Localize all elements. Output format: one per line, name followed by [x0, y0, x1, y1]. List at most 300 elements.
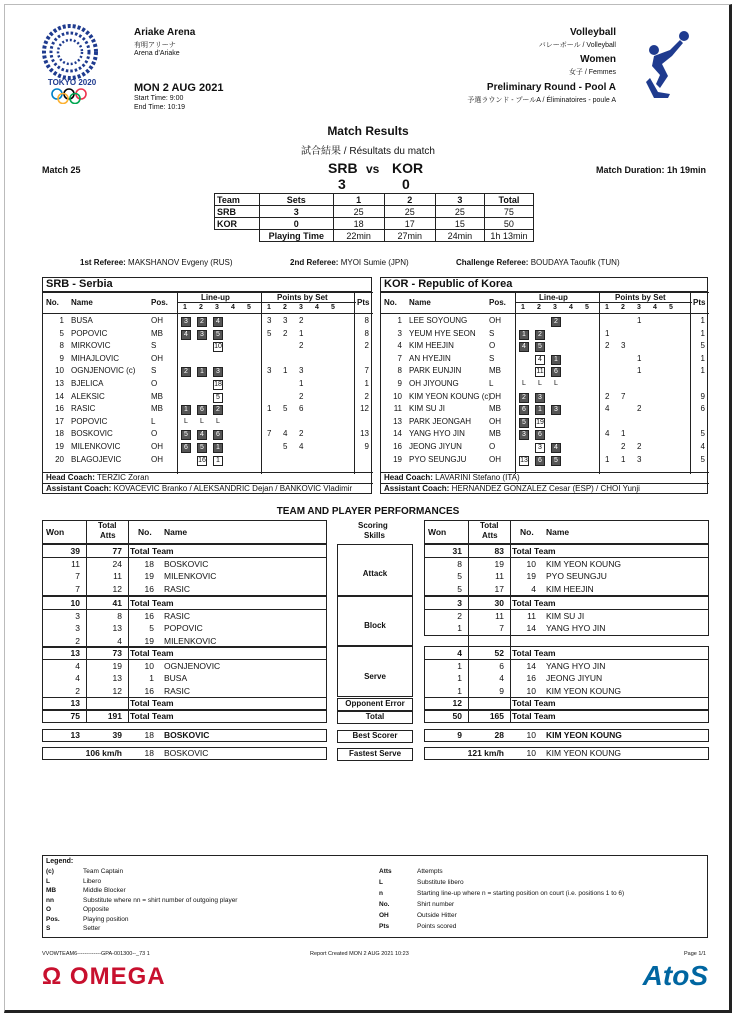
player-name: Total Team	[512, 711, 556, 721]
player-number: 10	[393, 391, 402, 401]
player-name: KIM SU JI	[546, 610, 585, 621]
fastest-speed: 106 km/h	[85, 748, 122, 758]
phase-jp: 予選ラウンド - プールA / Éliminatoires - poule A	[467, 97, 616, 104]
lineup-set-num: 1	[183, 304, 187, 311]
h-name: Name	[546, 527, 570, 537]
lineup-set-num: 5	[247, 304, 251, 311]
legend-key: Atts	[379, 868, 392, 875]
set-points: 3	[267, 366, 272, 376]
player-name: POPOVIC	[71, 416, 108, 426]
set-points: 3	[299, 366, 304, 376]
player-points: 1	[700, 328, 705, 338]
set-th: Sets	[259, 194, 333, 206]
perf-single-box	[42, 710, 327, 723]
legend-desc: Attempts	[417, 868, 443, 875]
player-name: PYO SEUNGJU	[409, 454, 467, 464]
atts	[86, 697, 122, 709]
set-points: 7	[621, 391, 626, 401]
atts: 191	[107, 711, 122, 721]
set-points: 4	[283, 429, 288, 439]
set-cell: 25	[384, 206, 435, 218]
set-points: 5	[283, 442, 288, 451]
atts: 13	[112, 623, 122, 634]
player-name: MILENKOVIC	[164, 635, 217, 646]
player-pos: MB	[489, 429, 501, 439]
player-points: 8	[364, 316, 369, 325]
match-duration: Match Duration: 1h 19min	[595, 165, 706, 175]
legend-key: L	[46, 877, 50, 885]
col-pbs: Points by Set	[277, 293, 328, 302]
player-pos: O	[151, 429, 158, 439]
set-points: 2	[299, 316, 304, 325]
player-number: 10	[55, 366, 64, 376]
player-pos: S	[489, 353, 495, 363]
player-no: 18	[144, 558, 154, 569]
player-points: 13	[360, 429, 369, 439]
set-cell: 3	[259, 206, 333, 218]
player-number: 19	[55, 442, 64, 451]
player-name: YEUM HYE SEON	[409, 328, 476, 338]
lineup-box: 2	[535, 330, 545, 340]
h-total: Total	[480, 521, 499, 530]
player-name: PARK EUNJIN	[409, 366, 462, 376]
player-points: 5	[700, 341, 705, 351]
lineup-box: 6	[535, 430, 545, 440]
phase: Preliminary Round - Pool A	[486, 82, 616, 93]
lineup-box: 1	[551, 355, 561, 365]
skill-box	[337, 544, 413, 596]
pbs-set-num: 3	[637, 304, 641, 311]
atts: 11	[495, 571, 504, 582]
skill-label: Serve	[364, 672, 386, 681]
player-number: 20	[55, 454, 64, 464]
ref1-label: 1st Referee:	[80, 258, 126, 267]
lineup-box: 6	[181, 443, 191, 453]
set-cell: 75	[484, 206, 533, 218]
player-points: 1	[700, 316, 705, 325]
end-time: End Time: 10:19	[134, 104, 185, 111]
player-points: 2	[364, 341, 369, 351]
player-pos: S	[151, 341, 157, 351]
player-no: 18	[144, 748, 154, 758]
player-name: MIRKOVIC	[71, 341, 111, 351]
head-coach-label: Head Coach:	[384, 473, 433, 482]
pbs-set-num: 5	[331, 304, 335, 311]
set-cell: 50	[484, 218, 533, 230]
lineup-box: 11	[536, 368, 544, 376]
lineup-box: 4	[181, 330, 191, 340]
set-time: 1h 13min	[484, 230, 533, 242]
set-points: 7	[267, 429, 272, 439]
perf-single-box	[42, 697, 327, 710]
set-points: 2	[637, 404, 642, 414]
won: 1	[457, 685, 462, 696]
lineup-box: 6	[551, 367, 561, 377]
atts: 77	[112, 546, 122, 556]
lineup-set-num: 3	[553, 304, 557, 311]
player-pos: OH	[489, 316, 501, 325]
lineup-box: 5	[197, 443, 207, 453]
atts: 30	[494, 598, 504, 608]
player-pos: OH	[489, 454, 501, 464]
atts: 9	[499, 685, 504, 696]
set-th: 1	[333, 194, 384, 206]
atts: 11	[495, 610, 504, 621]
col-name: Name	[409, 298, 431, 307]
player-number: 13	[55, 379, 64, 388]
perf-single-box	[424, 697, 709, 710]
lineup-box: 2	[181, 367, 191, 377]
player-name: KIM HEEJIN	[409, 341, 454, 351]
set-cell: KOR	[215, 218, 260, 230]
player-name: YANG HYO JIN	[409, 429, 465, 439]
player-no: 16	[144, 685, 154, 696]
player-pos: OH	[151, 316, 163, 325]
player-name: Total Team	[130, 598, 174, 608]
won: 31	[452, 546, 462, 556]
player-no: 18	[144, 730, 154, 740]
col-no: No.	[384, 298, 397, 307]
lineup-box: 5	[519, 418, 529, 428]
won: 12	[452, 698, 462, 708]
lineup-box: L	[538, 380, 542, 387]
lineup-box: 4	[519, 342, 529, 352]
player-name: BJELICA	[71, 379, 104, 388]
set-cell: 18	[333, 218, 384, 230]
player-points: 4	[700, 442, 705, 451]
set-th: 2	[384, 194, 435, 206]
set-points: 3	[621, 341, 626, 351]
player-name: BOSKOVIC	[164, 558, 209, 569]
player-name: BUSA	[164, 673, 188, 684]
skill-label: Total	[365, 712, 385, 721]
set-points: 1	[283, 366, 288, 376]
set-th: Team	[215, 194, 260, 206]
player-name: POPOVIC	[164, 623, 203, 634]
player-no: 16	[144, 583, 154, 594]
player-name: BOSKOVIC	[71, 429, 113, 439]
col-lineup: Line-up	[201, 293, 230, 302]
won: 2	[457, 610, 462, 621]
team-a-code: SRB	[328, 160, 358, 176]
event: Women	[580, 54, 616, 65]
player-name: POPOVIC	[71, 328, 108, 338]
won: 1	[457, 673, 462, 684]
set-cell: 15	[435, 218, 484, 230]
player-number: 17	[55, 416, 64, 426]
challenge-referee: BOUDAYA Taoufik (TUN)	[530, 258, 620, 267]
skill-box	[337, 646, 413, 697]
sport-jp: バレーボール / Volleyball	[538, 42, 616, 49]
fastest-speed: 121 km/h	[467, 748, 504, 758]
pbs-set-num: 4	[315, 304, 319, 311]
player-name: KIM YEON KOUNG (c)	[409, 391, 492, 401]
legend-desc: Substitute libero	[417, 879, 464, 886]
player-name: RASIC	[164, 685, 190, 696]
set-points: 1	[621, 429, 626, 439]
h-atts: Atts	[482, 531, 498, 540]
h-won: Won	[428, 527, 447, 537]
legend-desc: Setter	[83, 925, 101, 932]
won: 13	[70, 698, 80, 708]
player-name: Total Team	[512, 648, 556, 658]
atts: 19	[494, 558, 504, 569]
lineup-set-num: 4	[231, 304, 235, 311]
player-name: MIHAJLOVIC	[71, 353, 120, 363]
assistant-coach-names: HERNANDEZ GONZALEZ Cesar (ESP) / CHOI Yunji	[451, 484, 640, 493]
legend-key: No.	[379, 901, 390, 908]
col-pts: Pts	[357, 298, 370, 307]
player-number: 3	[397, 328, 402, 338]
assistant-coach-label: Assistant Coach:	[384, 484, 450, 493]
legend-key: S	[46, 925, 51, 932]
lineup-box: 3	[213, 367, 223, 377]
divider	[128, 520, 129, 723]
legend-key: O	[46, 906, 52, 913]
player-name: RASIC	[164, 583, 190, 594]
player-number: 13	[393, 416, 402, 426]
set-points: 3	[283, 316, 288, 325]
lineup-box: 10	[214, 343, 222, 351]
set-points: 1	[299, 328, 304, 338]
lineup-box: L	[184, 417, 188, 425]
h-name: Name	[164, 527, 188, 537]
atts: 165	[489, 711, 504, 721]
divider	[86, 520, 87, 723]
atts: 73	[112, 648, 122, 658]
won: 5	[457, 571, 462, 582]
player-pos: O	[489, 341, 496, 351]
won: 3	[75, 610, 80, 621]
set-th: Total	[484, 194, 533, 206]
player-pos: MB	[489, 404, 501, 414]
start-time: Start Time: 9:00	[134, 95, 184, 102]
playing-time-label: Playing Time	[259, 230, 333, 242]
player-number: 19	[393, 454, 402, 464]
h-skills2: Skills	[364, 531, 385, 540]
pbs-set-num: 4	[653, 304, 657, 311]
player-name: JEONG JIYUN	[546, 673, 603, 684]
set-points: 1	[605, 328, 610, 338]
player-no: 10	[526, 730, 536, 740]
pbs-set-num: 1	[605, 304, 609, 311]
set-points: 5	[267, 328, 272, 338]
team-b-sets: 0	[402, 176, 410, 192]
h-no: No.	[138, 527, 152, 537]
player-name: OGNJENOVIC	[164, 660, 221, 671]
lineup-box: L	[554, 380, 558, 387]
team-a-sets: 3	[338, 176, 346, 192]
player-name: KIM SU JI	[409, 404, 446, 414]
team-b-code: KOR	[392, 160, 424, 176]
col-pts: Pts	[693, 298, 706, 307]
atts: 28	[494, 730, 504, 740]
player-name: AN HYEJIN	[409, 353, 451, 363]
h-atts: Atts	[100, 531, 116, 540]
won: 5	[457, 583, 462, 594]
set-points: 2	[283, 328, 288, 338]
col-pos: Pos.	[489, 298, 506, 307]
pbs-set-num: 2	[283, 304, 287, 311]
set-cell: 0	[259, 218, 333, 230]
set-time: 27min	[384, 230, 435, 242]
player-name: BOSKOVIC	[164, 730, 210, 740]
team-title: SRB - Serbia	[43, 278, 371, 292]
atts: 8	[117, 610, 122, 621]
atts: 83	[494, 546, 504, 556]
set-points: 1	[267, 404, 272, 414]
player-pos: MB	[151, 328, 163, 338]
legend-key: Pts	[379, 923, 390, 930]
player-points: 5	[700, 429, 705, 439]
player-name: Total Team	[130, 698, 174, 708]
set-points: 4	[299, 442, 304, 451]
lineup-box: 4	[551, 443, 561, 453]
vs-label: vs	[366, 162, 380, 176]
col-no: No.	[46, 298, 59, 307]
doc-title: Match Results	[327, 124, 409, 138]
player-no: 19	[526, 571, 536, 582]
h-total: Total	[98, 521, 117, 530]
skill-label: Block	[364, 621, 386, 630]
atts: 19	[112, 660, 122, 671]
player-number: 8	[397, 366, 402, 376]
lineup-box: 18	[214, 381, 222, 388]
set-th: 3	[435, 194, 484, 206]
player-number: 1	[59, 316, 64, 325]
won: 4	[75, 673, 80, 684]
pbs-set-num: 5	[669, 304, 673, 311]
set-cell: SRB	[215, 206, 260, 218]
lineup-set-num: 2	[199, 304, 203, 311]
won: 1	[457, 623, 462, 634]
player-number: 18	[55, 429, 64, 439]
atts: 24	[112, 558, 122, 569]
perf-single-box	[424, 710, 709, 723]
player-name: Total Team	[130, 648, 174, 658]
atts: 41	[112, 598, 122, 608]
lineup-box: 3	[519, 430, 529, 440]
team-title: KOR - Republic of Korea	[381, 278, 707, 292]
lineup-box: 1	[213, 456, 223, 466]
lineup-box: 1	[181, 405, 191, 415]
player-name: Total Team	[130, 546, 174, 556]
lineup-box: 6	[213, 430, 223, 440]
legend-desc: Middle Blocker	[83, 887, 126, 894]
lineup-box: 3	[551, 405, 561, 415]
won: 50	[452, 711, 462, 721]
head-coach-name: TERZIC Zoran	[96, 473, 149, 482]
lineup-box: 6	[519, 405, 529, 415]
lineup-box: L	[200, 417, 204, 425]
set-points: 6	[299, 404, 304, 414]
set-points: 2	[605, 391, 610, 401]
player-name: RASIC	[71, 404, 96, 414]
player-number: 4	[397, 341, 402, 351]
player-no: 10	[144, 660, 154, 671]
set-points: 1	[637, 316, 642, 325]
player-name: YANG HYO JIN	[546, 623, 606, 634]
pbs-set-num: 1	[267, 304, 271, 311]
won: 7	[75, 583, 80, 594]
player-pos: OH	[151, 454, 163, 464]
perf-title: TEAM AND PLAYER PERFORMANCES	[276, 506, 460, 517]
atts: 12	[112, 685, 122, 696]
player-name: PARK JEONGAH	[409, 416, 472, 426]
won: 4	[457, 648, 462, 658]
player-name: KIM YEON KOUNG	[546, 730, 622, 740]
won: 3	[457, 598, 462, 608]
player-name: MILENKOVIC	[71, 442, 121, 451]
venue: Ariake Arena	[134, 27, 196, 38]
skill-label: Best Scorer	[352, 731, 398, 740]
lineup-box: 19	[536, 418, 544, 426]
won: 13	[70, 730, 80, 740]
lineup-box: 5	[535, 342, 545, 352]
lineup-box: 5	[213, 330, 223, 340]
player-pos: S	[489, 328, 495, 338]
set-points: 3	[637, 454, 642, 464]
player-name: KIM HEEJIN	[546, 583, 594, 594]
player-number: 14	[55, 391, 64, 401]
divider	[468, 520, 469, 723]
h-skills: Scoring	[358, 521, 388, 530]
lineup-box: L	[522, 380, 526, 387]
skill-label: Fastest Serve	[348, 749, 402, 758]
set-time: 24min	[435, 230, 484, 242]
player-name: RASIC	[164, 610, 190, 621]
player-pos: OH	[151, 353, 163, 363]
lineup-box: 6	[535, 456, 545, 466]
player-name: KIM YEON KOUNG	[546, 748, 621, 758]
h-no: No.	[520, 527, 534, 537]
player-name: JEONG JIYUN	[409, 442, 462, 451]
lineup-box: 2	[213, 405, 223, 415]
player-no: 16	[526, 673, 536, 684]
won: 4	[75, 660, 80, 671]
player-pos: O	[489, 442, 496, 451]
lineup-box: 3	[535, 443, 545, 453]
won: 2	[75, 635, 80, 646]
player-pos: OH	[489, 416, 501, 426]
player-name: ALEKSIC	[71, 391, 105, 401]
player-no: 14	[526, 623, 536, 634]
footer-created: Report Created MON 2 AUG 2021 10:23	[310, 951, 409, 957]
atts: 39	[112, 730, 122, 740]
player-name: KIM YEON KOUNG	[546, 685, 621, 696]
player-number: 11	[393, 404, 402, 414]
ref2-label: 2nd Referee:	[290, 258, 339, 267]
won: 9	[457, 730, 462, 740]
player-name: LEE SOYOUNG	[409, 316, 468, 325]
won: 7	[75, 571, 80, 582]
lineup-box: 5	[213, 393, 223, 403]
player-number: 5	[59, 328, 64, 338]
player-name: BOSKOVIC	[164, 748, 209, 758]
legend-desc: Opposite	[83, 906, 110, 913]
atts: 4	[499, 673, 504, 684]
col-pbs: Points by Set	[615, 293, 666, 302]
lineup-box: 3	[535, 393, 545, 403]
lineup-box: 6	[197, 405, 207, 415]
legend-key: OH	[379, 912, 389, 919]
divider	[510, 520, 511, 723]
omega-logo: Ω OMEGA	[42, 963, 166, 990]
player-number: 1	[397, 316, 402, 325]
player-no: 1	[149, 673, 154, 684]
lineup-box: 1	[535, 405, 545, 415]
venue-fr: Arena d'Ariake	[134, 50, 180, 57]
